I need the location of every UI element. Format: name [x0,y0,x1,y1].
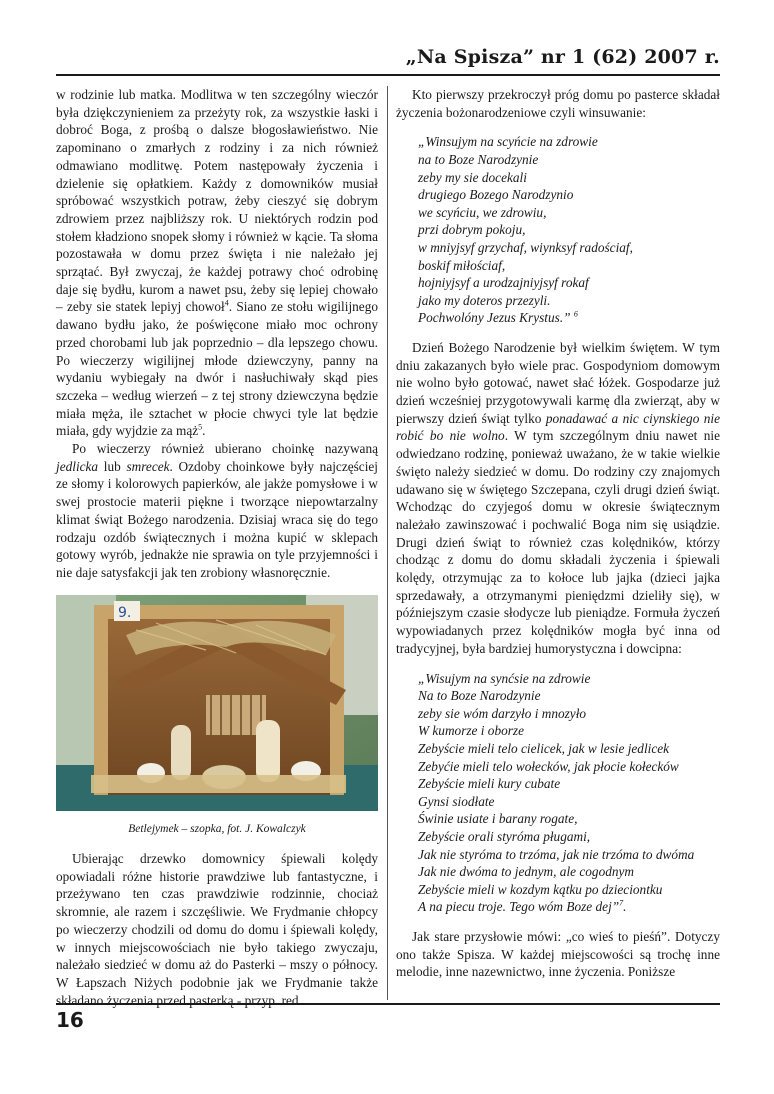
right-column [396,86,720,981]
footnote-ref-6: 6 [573,309,578,319]
text-run: . Siano ze stołu wigilijnego dawano bydłu jako, że poświęcone miało moc ochrony przed chorobami lub jak poprzednio – dla lepszego chowu. Po wieczerzy wigilijnej młode dziewczyny, panny na wydaniu wybiegały na dwór i nasłuchiwały skąd pies szczeka – według wierzeń – z tej strony dziewczyna będzie miała męża, ile sztachet w płocie chwyci tyle lat będzie miała, gdy wyjdzie za mąż [56,299,378,439]
footnote-ref-5: 5 [198,422,203,432]
poem-line: „Wisujym na synćsie na zdrowie [418,670,591,686]
text-run: . [202,423,206,439]
poem-line: Na to Boze Narodzynie [418,688,541,704]
poem-line: „Winsujym na scyńcie na zdrowie [418,134,598,150]
left-paragraph-2 [56,440,378,582]
footer-rule [56,1003,720,1005]
photo-number-tag: 9. [118,605,132,621]
running-header: „Na Spisza” nr 1 (62) 2007 r. [405,46,720,68]
poem-line: boskif miłościaf, [418,257,506,273]
poem-koledniki [418,670,720,916]
text-run: lub [98,458,127,474]
poem-line: Jak nie dwóma to jednym, ale cogodnym [418,864,635,880]
text-run: Dzień Bożego Narodzenie był wielkim świętem. W tym dniu zakazanych było wiele prac. Gospodyniom domowym nie wolno było gotować, nawet słać łóżek. Gospodarze już dzień wcześniej przygotowywali karmę dla zwierząt, aby w pierwszy dzień świąt tylko [396,339,720,426]
text-run: . Ozdoby choinkowe były najczęściej ze słomy i kolorowych papierków, ale jakże pomysłowe i w swej prostocie materii piękne i tworzące niepowtarzalny klimat świąt Bożego narodzenia. Dzisiaj wraca się do tego rodzaju ozdób świątecznych i można kupić w sklepach gotowy wyrób, jednakże nie sprawia on tyle przyjemności i nie daje satysfakcji jak ten zrobiony własnoręcznie. [56,458,378,580]
right-paragraph-2 [396,339,720,658]
footnote-ref-7: 7 [619,898,624,908]
poem-line: W kumorze i oborze [418,723,524,739]
text-run: Po wieczerzy również ubierano choinkę nazywaną [72,441,378,457]
poem-line: zeby sie wóm darzyło i mnozyło [418,705,587,721]
poem-line: Zebyście mieli w kozdym kątku po dzieciontku [418,881,663,897]
poem-line: zeby my sie docekali [418,169,527,185]
emphasis: ponadawać a nic ciynskiego nie robić bo nie wolno [396,410,720,444]
header-rule [56,74,720,76]
column-separator [387,86,388,1000]
right-paragraph-3: Jak stare przysłowie mówi: „co wieś to pieśń”. Dotyczy ono także Spisza. W każdej miejscowości są trochę inne melodie, inne nazewnictwo, inne życzenia. Poniższe [396,928,720,980]
poem-line: Zebyście mieli telo cielicek, jak w lesie jedlicek [418,740,670,756]
poem-line-last [418,309,720,327]
poem-line-text: Pochwolóny Jezus Krystus.” [418,310,571,326]
emphasis: smrecek [126,458,170,474]
poem-end-punct: . [623,899,627,915]
poem-line-last [418,898,720,916]
right-paragraph-1: Kto pierwszy przekroczył próg domu po pasterce składał życzenia bożonarodzeniowe czyli winsuwanie: [396,87,720,120]
poem-line: Jak nie styróma to trzóma, jak nie trzóma to dwóma [418,846,695,862]
text-run: w rodzinie lub matka. Modlitwa w ten szczególny wieczór była dziękczynieniem za przeżyty rok, za wszystkie łaski i dobroć Boga, z prośbą o dalsze błogosławieństwo. Nie zapominano o zmarłych z rodziny i za nich również odmawiano modlitwę. Potem następowały życzenia i dzielenie się opłatkiem. Każdy z domowników musiał spróbować wszystkich potraw, żeby cieszyć się dobrym zdrowiem przez najbliższy rok. U niektórych rodzin pod stołem kładziono snopek słomy i również w kącie. Ta słoma pozostawała w domu przez święta i nie należało jej sprzątać. Był zwyczaj, że każdej potrawy choć odrobinę daje się bydłu, kurom a nawet psu, żeby się lepiej chowało – zeby sie statek lepiyj chowoł [56,87,378,315]
poem-line: Gynsi siodłate [418,793,495,809]
poem-line: we scyńciu, we zdrowiu, [418,204,547,220]
poem-winsuwanie [418,133,720,327]
poem-line: Zebyście mieli kury cubate [418,776,561,792]
poem-line: na to Boze Narodzynie [418,152,539,167]
footnote-ref-4: 4 [224,299,229,309]
poem-line: w mniyjsyf grzychaf, wiynksyf radościaf, [418,239,633,255]
nativity-scene-illustration [56,595,378,811]
left-column [56,86,378,582]
page-number: 16 [56,1008,84,1032]
left-paragraph-1 [56,86,378,440]
poem-line: przi dobrym pokoju, [418,222,526,238]
poem-line: Świnie usiate i barany rogate, [418,811,578,827]
poem-line: Zebyćie mieli telo wołecków, jak płocie kołecków [418,758,679,774]
nativity-scene-photo [56,595,378,811]
poem-line: Zebyście orali styróma pługami, [418,828,591,844]
text-run: . W tym szczególnym dniu nawet nie odwiedzano rodzinę, ponieważ uważano, że w takie wielkie święto należy siedzieć w domu. Do rodziny czy znajomych udawano się w świętego Szczepana, czyli drugi dzień świąt. Wchodząc do czyjegoś domu w okresie świątecznym należało zawinszować i pochwalić Boga nim się usiądzie. Drugi dzień świąt to również czas kolędników, którzy chodząc z domu do domu składali życzenia i śpiewali kolędy, otrzymując za to kołoce lub jajka (dzieci jajka sprzedawały, a otrzymanymi pieniędzmi dzieliły się), w późniejszym czasie słodycze lub pieniądze. Formuła życzeń wypowiadanych przez kolędników mogła być inna od tradycyjnej, była bardziej humorystyczna i dowcipna: [396,428,720,656]
emphasis: jedlicka [56,458,99,474]
photo-caption: Betlejymek – szopka, fot. J. Kowalczyk [128,823,306,835]
poem-line: jako my doteros przezyli. [418,292,551,308]
left-paragraph-3: Ubierając drzewko domownicy śpiewali kolędy opowiadali różne historie prawdziwe lub fantastyczne, i przeżywano ten czas prawdziwie rodzinnie, chociaż skromnie, ale razem i szczęśliwie. We Frydmanie chłopcy po wieczerzy chodzili od domu do domu i śpiewali kolędy, w innych miejscowościach nie było takiego zwyczaju, należało siedzieć w domu aż do Pasterki – mszy o północy. W Łapszach Niżych podobnie jak we Frydmanie także składano życzenia przed pasterką - przyp. red. [56,851,378,1008]
poem-line: hojniyjsyf a urodzajniyjsyf rokaf [418,275,589,291]
left-paragraph-3-block [56,850,378,1009]
poem-line-text: A na piecu troje. Tego wóm Boze dej” [418,899,620,915]
poem-line: drugiego Bozego Narodzynio [418,187,574,203]
